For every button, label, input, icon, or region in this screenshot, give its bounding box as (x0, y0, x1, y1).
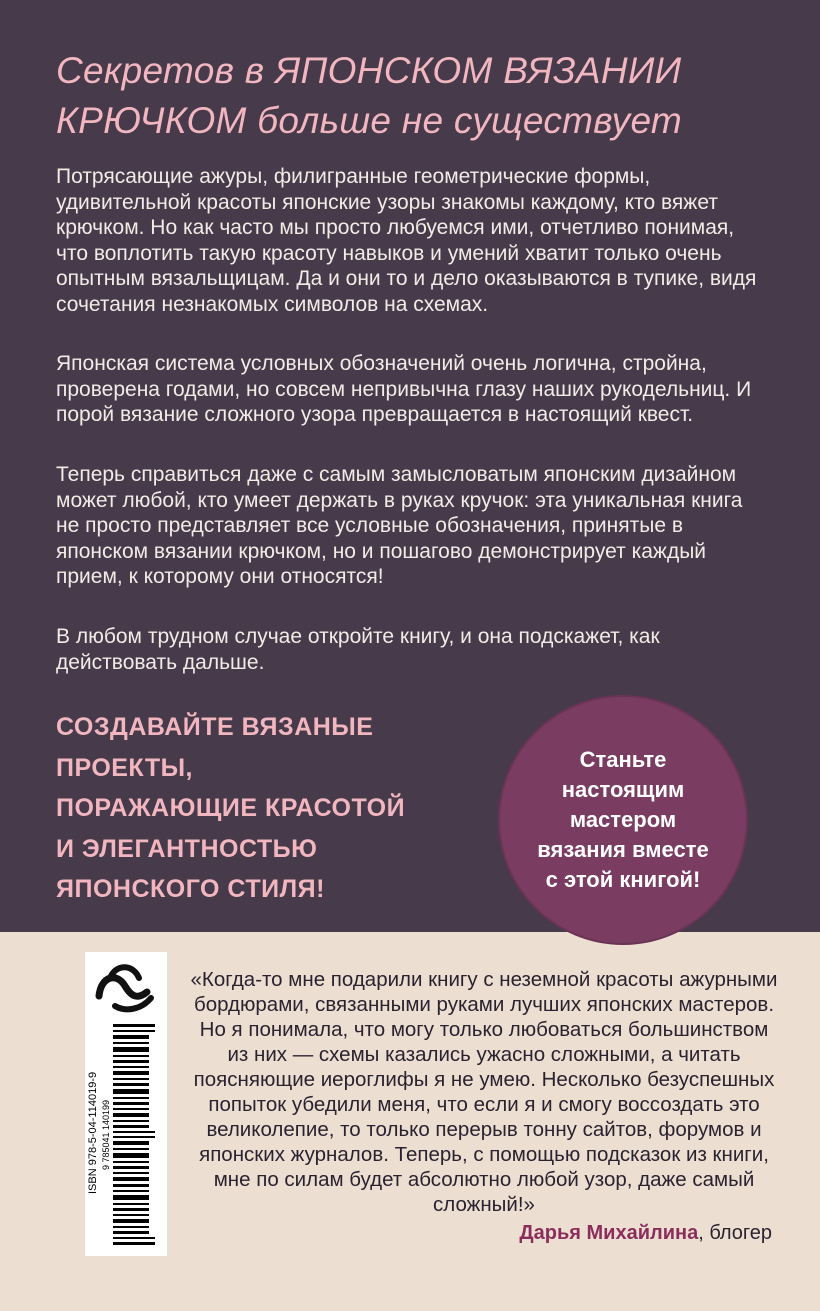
slogan: СОЗДАВАЙТЕ ВЯЗАНЫЕ ПРОЕКТЫ, ПОРАЖАЮЩИЕ КРАСОТОЙ И ЭЛЕГАНТНОСТЬЮ ЯПОНСКОГО СТИЛЯ! (56, 713, 406, 903)
barcode-digits: 9 785041 140199 (101, 1099, 111, 1171)
barcode-panel (85, 952, 167, 1256)
publisher-logo-icon (91, 956, 161, 1016)
promo-badge-text: Станьте настоящим мастером вязания вместе с этой книгой! (537, 747, 709, 892)
barcode-icon (99, 1024, 155, 1246)
headline-line-1: Секретов в ЯПОНСКОМ ВЯЗАНИИ (56, 50, 682, 91)
isbn-text (87, 1028, 99, 1238)
signature-name: Дарья Михайлина (519, 1222, 699, 1244)
paragraph-1: Потрясающие ажуры, филигранные геометрические формы, удивительной красоты японские узоры знакомы каждому, кто вяжет крючком. Но как часто мы просто любуемся ими, отчетливо понимая, что воплотить такую красоту навыков и умений хватит только очень опытным вязальщицам. Да и они то и дело оказываются в тупике, видя сочетания незнакомых символов на схемах. (56, 165, 757, 316)
quote-signature (492, 1222, 772, 1245)
paragraph-3: Теперь справиться даже с самым замысловатым японским дизайном может любой, кто умеет держать в руках кручок: эта уникальная книга не просто представляет все условные обозначения, принятые в японском вязании крючком, но и пошагово демонстрирует каждый прием, к которому они относятся! (56, 463, 743, 588)
headline-line-2: КРЮЧКОМ больше не существует (56, 100, 683, 141)
paragraph-4: В любом трудном случае откройте книгу, и она подскажет, как действовать дальше. (56, 625, 660, 674)
promo-badge (500, 697, 746, 943)
headline (56, 46, 776, 146)
signature-role: , блогер (698, 1222, 772, 1244)
reader-quote: «Когда-то мне подарили книгу с неземной красоты ажурными бордюрами, связанными руками лучших японских мастеров. Но я понимала, что могу только любоваться большинством из них — схемы казались ужасно сложными, а читать поясняющие иероглифы я не умею. Несколько безуспешных попыток убедили меня, что если я и смогу воссоздать это великолепие, то только перерыв тонну сайтов, форумов и японских журналов. Теперь, с помощью подсказок из книги, мне по силам будет абсолютно любой узор, даже самый сложный!» (190, 968, 778, 1216)
isbn-number: ISBN 978-5-04-114019-9 (87, 1071, 99, 1195)
paragraph-2: Японская система условных обозначений очень логична, стройна, проверена годами, но совсем непривычна глазу наших рукодельниц. И порой вязание сложного узора превращается в настоящий квест. (56, 352, 752, 426)
